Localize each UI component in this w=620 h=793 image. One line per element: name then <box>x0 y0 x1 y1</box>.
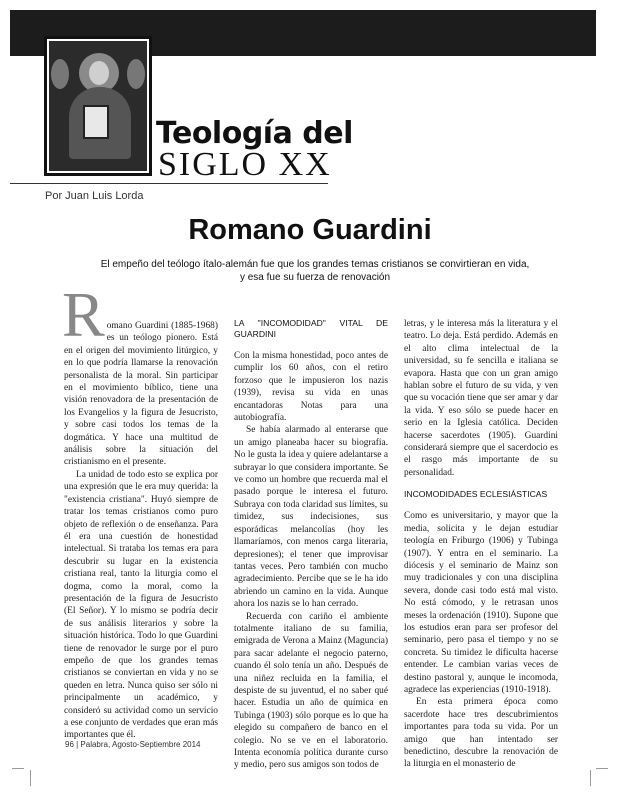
face-figure <box>89 61 109 85</box>
paragraph: letras, y le interesa más la literatura y el teatro. Lo deja. Está perdido. Además en el alto clima intelectual de la universidad, su fe sencilla e italiana se evapora. Hasta que con un gran amigo hablan sobre el futuro de su vida, y ven que su vocación tiene que ser amar y dar la vida. Y eso sólo se puede hacer en serio en la Iglesia católica. Deciden hacerse sacerdotes (1905). Guardini considerará siempre que el sacerdocio es el rasgo más importante de su personalidad. <box>404 319 558 478</box>
paragraph: Como es universitario, y mayor que la media, solicita y le dejan estudiar teología en Friburgo (1906) y Tubinga (1907). Y entra en el seminario. La diócesis y el seminario de Mainz son muy tradicionales y con una disciplina severa, donde casi todo está mal visto. No está cómodo, y le retrasan unos meses la ordenación (1910). Supone que los estudios eran para ser profesor del seminario, pero pasa el tiempo y no se concreta. Su timidez le dificulta hacerse entender. Le cambian varias veces de destino pastoral y, aunque le incomoda, agradece las experiencias (1910-1918). <box>404 511 558 695</box>
series-subtitle: SIGLO XX <box>158 146 332 183</box>
angel-right-figure <box>127 59 145 89</box>
column-2 <box>234 318 388 772</box>
christ-icon-image <box>44 36 152 176</box>
angel-left-figure <box>51 59 69 89</box>
paragraph: Se había alarmado al enterarse que un amigo planeaba hacer su biografía. No le gusta la idea y quiere adelantarse a subrayar lo que considera importante. Se ve como un hombre que recuerda mal el pasado porque le interesa el futuro. Subraya con toda claridad sus límites, su timidez, sus indecisiones, sus esporádicas melancolías (hoy les llamaríamos, con menos carga literaria, depresiones); el tener que improvisar tantas veces. Pero también con mucho agradecimiento. Percibe que se le ha ido abriendo un camino en la vida. Aunque ahora los nazis se lo han cerrado. <box>234 425 388 610</box>
article-title: Romano Guardini <box>188 214 432 246</box>
section-heading: INCOMODIDADES ECLESIÁSTICAS <box>404 489 548 500</box>
paragraph: omano Guardini (1885-1968) es un teólogo pionero. Está en el origen del movimiento litúrgico, y en lo que podría llamarse la renovación personalista de la moral. Sin participar en el movimiento bíblico, tiene una visión renovadora de la presentación de los Evangelios y la figura de Jesucristo, y sobre casi todos los temas de la dogmática. Y hace una multitud de análisis sobre la situación del cristianismo en el presente. <box>64 321 218 468</box>
crop-mark <box>596 768 608 769</box>
crop-mark <box>590 770 591 786</box>
drop-cap: R <box>62 279 105 350</box>
byline: Por Juan Luis Lorda <box>45 190 144 202</box>
crop-mark <box>12 768 24 769</box>
paragraph: Con la misma honestidad, poco antes de cumplir los 60 años, con el retiro forzoso que le impusieron los nazis (1939), revisa su vida en unas encantadoras Notas para una autobiografía. <box>234 351 388 424</box>
article-subtitle: El empeño del teólogo ítalo-alemán fue que los grandes temas cristianos se convirtieran en vida, y esa fue su fuerza de renovación <box>100 259 530 283</box>
paragraph: Recuerda con cariño el ambiente totalmente italiano de su familia, emigrada de Verona a Mainz (Maguncia) para sacar adelante el negocio paterno, cuando él solo tenía un año. Después de una niñez recluida en la familia, el despiste de su juventud, el no saber qué hacer. Estudia un año de química en Tubinga (1903) sólo porque es lo que ha elegido su compañero de banco en el colegio. No se ve en el laboratorio. Intenta economía política durante curso y medio, pero sus amigos son todos de <box>234 611 388 771</box>
paragraph: La unidad de todo esto se explica por una expresión que le era muy querida: la "existencia cristiana". Huyó siempre de tratar los temas cristianos como puro objeto de reflexión o de enseñanza. Para él era una cuestión de honestidad intelectual. Si trataba los temas era para descubrir su lugar en la existencia cristiana real, tanto la liturgia como el dogma, como la moral, como la presentación de la figura de Jesucristo (El Señor). Y lo mismo se podría decir de sus análisis literarios y sobre la situación histórica. Todo lo que Guardini tiene de renovador le surge por el puro empeño de que los grandes temas cristianos se conviertan en vida y no se queden en letra. Nunca quiso ser sólo ni principalmente un académico, y consideró su actividad como un servicio a ese conjunto de verdades que eran más importantes que él. <box>64 469 218 741</box>
column-1 <box>62 279 218 742</box>
series-title: Teología del <box>156 116 353 151</box>
column-3 <box>404 318 558 771</box>
gospel-book-figure <box>83 105 109 139</box>
page-footer: 96 | Palabra, Agosto-Septiembre 2014 <box>65 740 201 749</box>
section-heading: LA "INCOMODIDAD" VITAL DE GUARDINI <box>234 318 388 339</box>
paragraph: En esta primera época como sacerdote hace tres descubrimientos importantes para toda su vida. Por un amigo que han intentado ser benedictino, descubre la renovación de la liturgia en el monasterio de <box>404 697 558 770</box>
header-rule <box>10 183 328 184</box>
crop-mark <box>30 770 31 786</box>
